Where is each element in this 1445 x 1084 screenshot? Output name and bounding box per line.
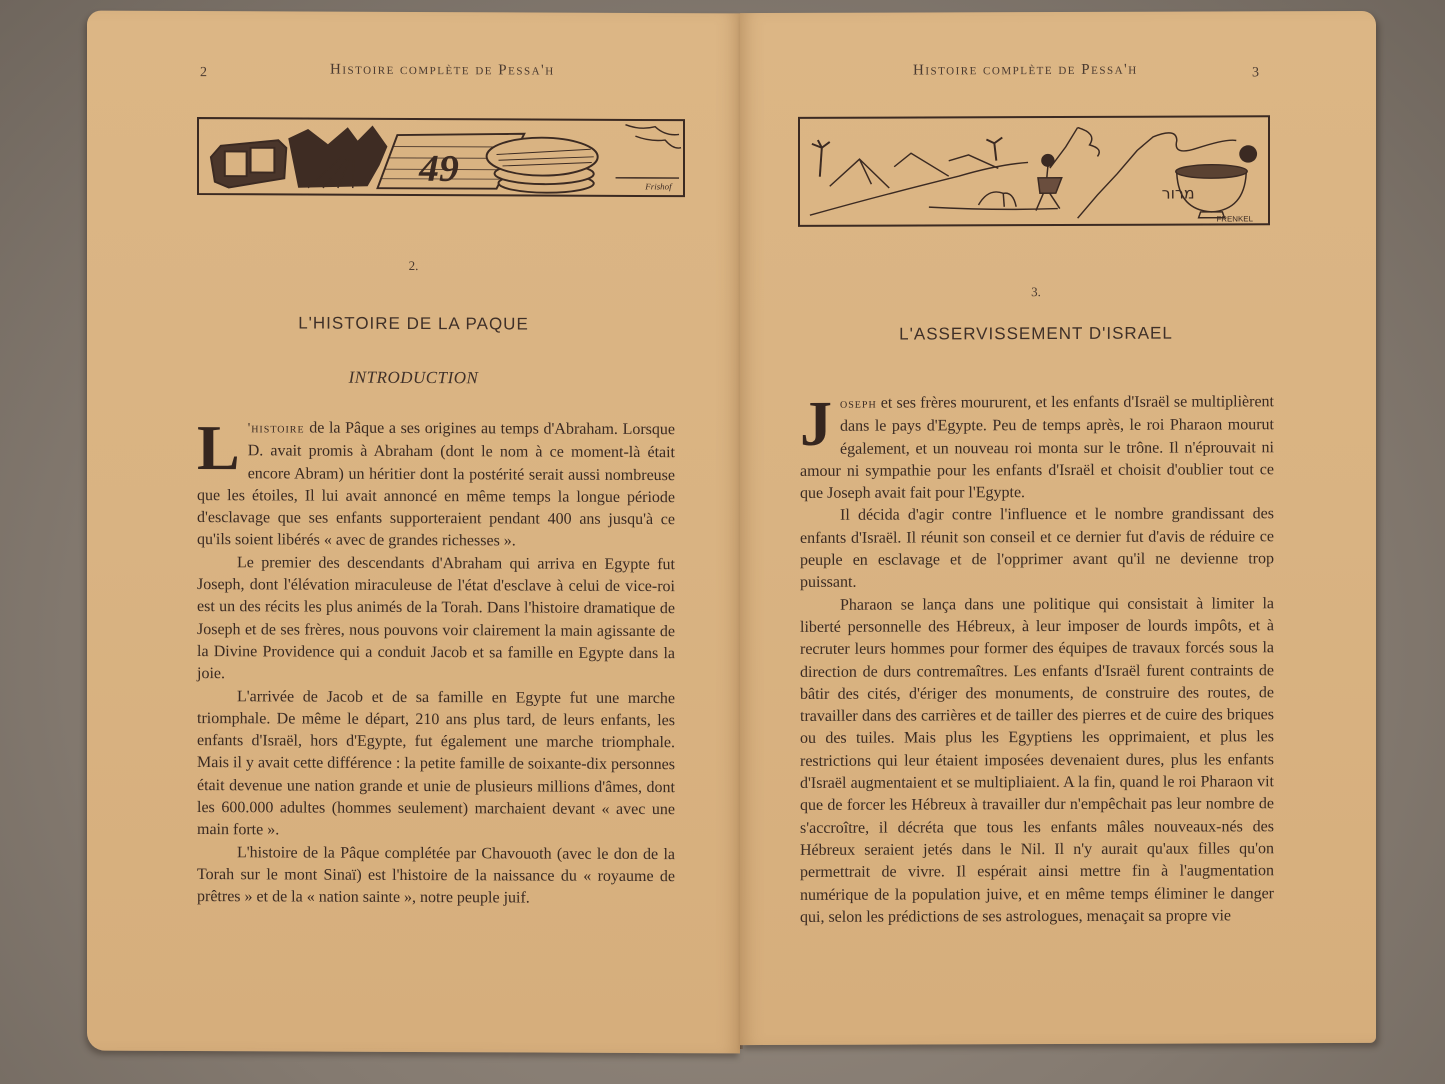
chapter-number: 2. [408,257,419,274]
illustrator-signature: Frishof [645,181,672,192]
paragraph: L'arrivée de Jacob et de sa famille en Egypte fut une marche triomphale. De même le départ, 210 ans plus tard, de leurs enfants, les enfants d'Israël, hors d'Egypte, fut également une marche triomphale. Mais il y avait cette différence : la petite famille de soixante-dix personnes était devenue une nation grande et unie de plusieurs millions d'âmes, dont les 600.000 adultes (hommes seulement) marchaient devant « avec une main forte ». [197,687,675,839]
chapter-title: L'ASSERVISSEMENT D'ISRAEL [899,323,1173,344]
calendar-number: 49 [419,147,459,190]
drop-cap: L [197,412,240,484]
lead-smallcaps: oseph [840,396,877,412]
illustrator-signature: FRENKEL [1216,214,1253,224]
drop-cap: J [800,387,832,459]
paragraph: Pharaon se lança dans une politique qui consistait à limiter la liberté personnelle des Hébreux, à leur imposer de lourds impôts, et à recruter leurs hommes pour former des équipes de travaux forcés sous la direction de durs contremaîtres. Les enfants d'Israël furent contraints de bâtir des cités, d'ériger des monuments, de construire des routes, de travailler dans des carrières et de tailler des pierres et de cuire des briques ou des tuiles. Mais plus les Egyptiens les opprimaient, et plus les restrictions qui leur étaient imposées devenaient dures, plus les enfants d'Israël augmentaient et se multipliaient. A la fin, quand le roi Pharaon vit que de forcer les Hébreux à travailler dur n'empêchait pas leur nombre de s'accroître, il décréta que tous les enfants mâles nouveaux-nés des Hébreux seraient jetés dans le Nil. Il n'y aurait qu'aux filles qu'on permettrait de vivre. Il espérait ainsi mettre fin à l'augmentation numérique de la population juive, et en même temps éliminer le danger qui, selon les prédictions de ses astrologues, menaçait sa propre vie [800,594,1274,926]
maror-label: מרור [1161,183,1195,203]
paragraph: Le premier des descendants d'Abraham qui arriva en Egypte fut Joseph, dont l'élévation miraculeuse de l'état d'esclave à celui de vice-roi est un des récits les plus animés de la Torah. Dans l'histoire dramatique de Joseph et de ses frères, nous pouvons voir clairement la main agissante de la Divine Providence qui a conduit Jacob et sa famille en Egypte dans la joie. [197,554,675,683]
tablets-sinai-calendar-matzah-icon [199,119,683,195]
running-head: Histoire complète de Pessa'h [913,61,1138,79]
page-number: 3 [1252,65,1259,81]
lead-smallcaps: 'histoire [247,421,305,437]
left-page [87,11,740,1054]
paragraph: L'histoire de la Pâque complétée par Chavouoth (avec le don de la Torah sur le mont Sinaï) est l'histoire de la naissance du « royaume de prêtres » et de la « nation sainte », notre peuple juif. [197,843,675,907]
chapter-illustration [197,117,685,197]
paragraph: Joseph et ses frères moururent, et les enfants d'Israël se multiplièrent dans le pays d'Egypte. Peu de temps après, le roi Pharaon mourut également, et un nouveau roi monta sur le trône. Il n'éprouvait ni amour ni sympathie pour les enfants d'Israël et choisit d'oublier tout ce que Joseph avait fait pour l'Egypte. [800,387,1274,503]
pyramids-slavery-chain-maror-icon [800,117,1268,225]
body-text [197,412,675,911]
paragraph: Il décida d'agir contre l'influence et le nombre grandissant des enfants d'Israël. Il réunit son conseil et ce dernier fut d'avis de réduire ce peuple en esclavage et de l'opprimer avant qu'il ne devienne trop puissant. [800,505,1274,592]
chapter-number: 3. [1031,284,1041,300]
page-number: 2 [200,65,207,81]
paragraph: L 'histoire de la Pâque a ses origines au temps d'Abraham. Lorsque D. avait promis à Abraham (dont le nom à ce moment-là était encore Abram) un héritier dont la postérité serait aussi nombreuse que les étoiles, Il lui avait annoncé en même temps la longue période d'esclavage que ses enfants supporteraient pendant 400 ans jusqu'à ce qu'ils soient libérés « avec de grandes richesses ». [197,412,675,550]
right-page [740,11,1376,1045]
chapter-illustration [798,115,1270,227]
body-text [800,387,1274,929]
chapter-title: L'HISTOIRE DE LA PAQUE [298,313,529,334]
chapter-subtitle: INTRODUCTION [348,367,479,388]
running-head: Histoire complète de Pessa'h [330,61,555,79]
